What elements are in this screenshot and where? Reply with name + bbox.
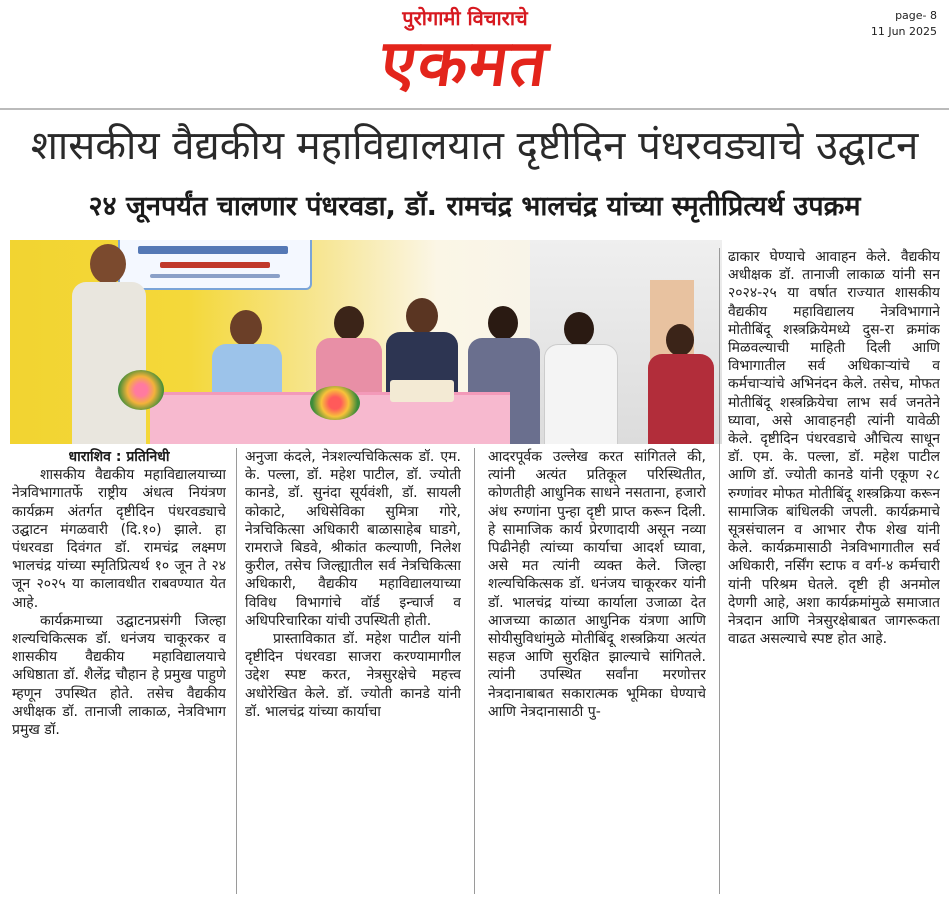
column-divider [236,448,237,894]
newspaper-tagline: पुरोगामी विचाराचे [402,6,528,30]
article-paragraph: अनुजा कंदले, नेत्रशल्यचिकित्सक डॉ. एम. के. पल्ला, डॉ. महेश पाटील, डॉ. ज्योती कानडे, डॉ. सुनंदा सूर्यवंशी, डॉ. सायली कोकाटे, अधिसेविका सुमित्रा गोरे, नेत्रचिकित्सा अधिकारी बाळासाहेब घाडगे, रामराजे बिडवे, श्रीकांत कल्याणी, निलेश कुरील, तसेच जिल्ह्यातील सर्व नेत्रचिकित्सा अधिकारी, वैद्यकीय महाविद्यालयाच्या विविध विभागांचे वॉर्ड इन्चार्ज व अधिपरिचारिका यांची उपस्थिती होती. [245,449,461,629]
event-photo [10,240,722,444]
column-divider [719,248,720,894]
photo-banner [118,240,312,290]
column-divider [474,448,475,894]
article-column-2 [245,448,461,894]
article-subheadline: २४ जूनपर्यंत चालणार पंधरवडा, डॉ. रामचंद्र भालचंद्र यांच्या स्मृतीप्रित्यर्थ उपक्रम [88,191,861,222]
article-paragraph: प्रास्ताविकात डॉ. महेश पाटील यांनी दृष्टीदिन पंधरवडा साजरा करण्यामागील उद्देश स्पष्ट करत, नेत्रसुरक्षेचे महत्त्व अधोरेखित केले. डॉ. ज्योती कानडे यांनी डॉ. भालचंद्र यांच्या कार्याचा [245,631,461,720]
article-paragraph: आदरपूर्वक उल्लेख करत सांगितले की, त्यांनी अत्यंत प्रतिकूल परिस्थितीत, कोणतीही आधुनिक साधने नसताना, हजारो अंध रुग्णांना पुन्हा दृष्टी प्राप्त करून दिली. हे सामाजिक कार्य प्रेरणादायी असून नव्या पिढीनेही त्यांच्या कार्याचा आदर्श घ्यावा, असे मत त्यांनी व्यक्त केले. जिल्हा शल्यचिकित्सक डॉ. धनंजय चाकूरकर यांनी डॉ. भालचंद्र यांच्या कार्याला उजाळा देत आजच्या काळात आधुनिक यंत्रणा आणि सोयीसुविधांमुळे मोतीबिंदू शस्त्रक्रिया अत्यंत सहज आणि सुरक्षित झाल्याचे सांगितले. त्यांनी उपस्थित सर्वांना मरणोत्तर नेत्रदानाबाबत सकारात्मक भूमिका घेण्याचे आणि नेत्रदानासाठी पु- [488,449,706,720]
photo-flowers-left [118,370,164,410]
article-paragraph: शासकीय वैद्यकीय महाविद्यालयाच्या नेत्रविभागातर्फे राष्ट्रीय अंधत्व नियंत्रण कार्यक्रम अंतर्गत दृष्टीदिन पंधरवड्याचे उद्घाटन मंगळवारी (दि.१०) झाले. हा पंधरवडा दिवंगत डॉ. रामचंद्र लक्ष्मण भालचंद्र यांच्या स्मृतिप्रित्यर्थ १० जून ते २४ जून २०२५ या कालावधीत राबवण्यात येत आहे. [12,467,226,611]
page-number: page- 8 [895,9,937,22]
newspaper-logo: एकमत [376,27,554,101]
article-paragraph: ढाकार घेण्याचे आवाहन केले. वैद्यकीय अधीक्षक डॉ. तानाजी लाकाळ यांनी सन २०२४-२५ या वर्षात राज्यात शासकीय वैद्यकीय महाविद्यालय नेत्रविभागाने मोतीबिंदू शस्त्रक्रियेमध्ये दुस-रा क्रमांक मिळवल्याची माहिती दिली आणि विभागातील सर्व अधिकाऱ्यांचे व कर्मचाऱ्यांचे अभिनंदन केले. तसेच, मोफत मोतीबिंदू शस्त्रक्रियेचा लाभ सर्व जनतेने घ्यावा, असे आवाहनही त्यांनी यावेळी केले. दृष्टीदिन पंधरवडाचे औचित्य साधून डॉ. एम. के. पल्ला, डॉ. महेश पाटील आणि डॉ. ज्योती कानडे यांनी एकूण २८ रुग्णांवर मोफत मोतीबिंदू शस्त्रक्रिया करून सामाजिक बांधिलकी जपली. कार्यक्रमाचे सूत्रसंचालन व आभार रौफ शेख यांनी केले. कार्यक्रमासाठी नेत्रविभागातील सर्व अधिकारी, नर्सिंग स्टाफ व वर्ग-४ कर्मचारी यांनी परिश्रम घेतले. दृष्टी ही अनमोल देणगी आहे, अशा कार्यक्रमांमुळे समाजात नेत्रदान आणि नेत्रसुरक्षेबाबत जागरूकता वाढत असल्याचे स्पष्ट होत आहे. [728,249,940,648]
article-paragraph: कार्यक्रमाच्या उद्घाटनप्रसंगी जिल्हा शल्यचिकित्सक डॉ. धनंजय चाकूरकर व शासकीय वैद्यकीय महाविद्यालयाचे अधिष्ठाता डॉ. शैलेंद्र चौहान हे प्रमुख पाहुणे म्हणून उपस्थित होते. तसेच वैद्यकीय अधीक्षक डॉ. तानाजी लाकाळ, नेत्रविभाग प्रमुख डॉ. [12,612,226,739]
photo-bouquet [310,386,360,420]
article-headline: शासकीय वैद्यकीय महाविद्यालयात दृष्टीदिन पंधरवड्याचे उद्घाटन [30,123,919,169]
photo-books [390,380,454,402]
masthead-divider [0,108,949,110]
article-column-1 [12,448,226,894]
masthead [0,0,949,108]
page-meta [871,8,937,40]
article-dateline: धाराशिव : प्रतिनिधी [68,449,170,465]
edition-date: 11 Jun 2025 [870,25,937,38]
article-column-3 [488,448,706,894]
article-column-4 [728,248,940,894]
